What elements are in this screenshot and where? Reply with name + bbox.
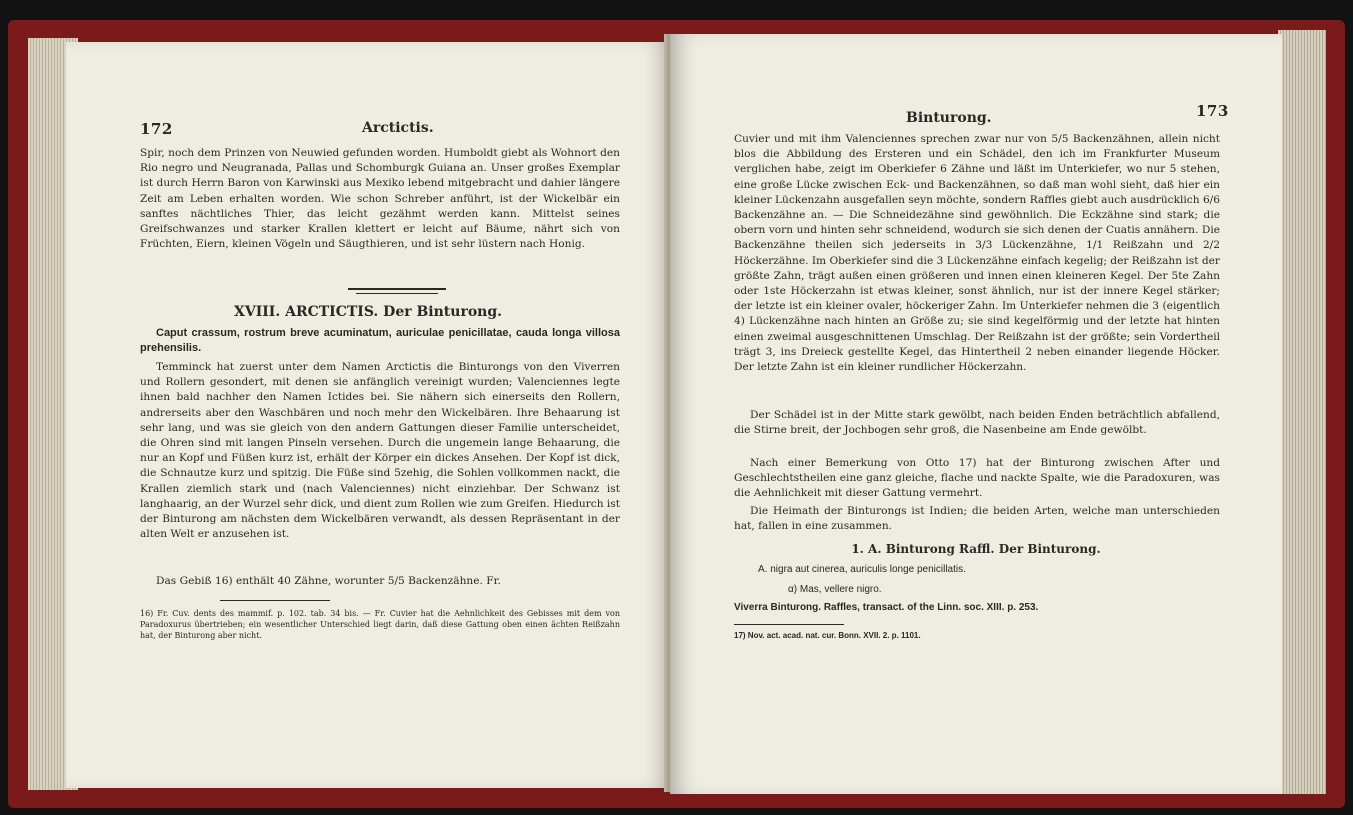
left-para-1: Spir, noch dem Prinzen von Neuwied gefunden worden. Humboldt giebt als Wohnort den Rio negro und Neugranada, Pallas und Schomburgk Guiana an. Unser großes Exemplar ist durch Herrn Baron von Karwinski aus Mexiko lebend mitgebracht und dahier längere Zeit am Leben erhalten worden. Wie schon Schreber anführt, ist der Wickelbär ein sanftes nächtliches Thier, das leicht gezähmt werden kann. Mittelst seines Greifschwanzes und starker Krallen klettert er leicht auf Bäume, nährt sich von Früchten, Eiern, kleinen Vögeln und Säugthieren, und ist sehr lüstern nach Honig. (140, 147, 620, 251)
footnote-rule (220, 600, 330, 601)
species-variety: α) Mas, vellere nigro. (788, 584, 882, 595)
species-diagnosis: A. nigra aut cinerea, auriculis longe penicillatis. (758, 564, 966, 575)
right-paragraph-3 (734, 456, 1220, 502)
latin-diagnosis: Caput crassum, rostrum breve acuminatum, auriculae penicillatae, cauda longa villosa prehensilis. (140, 327, 620, 354)
section-divider-thin (356, 293, 438, 294)
right-paragraph-1 (734, 132, 1220, 375)
left-para-2: Temminck hat zuerst unter dem Namen Arctictis die Binturongs von den Viverren und Rollern gesondert, mit denen sie anfänglich vereinigt wurden; Valenciennes legte ihnen bald nachher den Namen Ictides bei. Sie nähern sich einerseits den Rollern, andrerseits aber den Waschbären und noch mehr den Wickelbären. Ihre Behaarung ist sehr lang, und was sie gleich von den andern Gattungen dieser Familie unterscheidet, die Ohren sind mit langen Pinseln versehen. Durch die ungemein lange Behaarung, die nur an Kopf und Füßen kurz ist, erhält der Körper ein dickes Ansehen. Der Kopf ist dick, die Schnautze kurz und spitzig. Die Füße sind 5zehig, die Sohlen vollkommen nackt, die Krallen ziemlich stark und (nach Valenciennes) nicht einziehbar. Der Schwanz ist langhaarig, an der Wurzel sehr dick, und dient zum Rollen wie zum Greifen. Hiedurch ist der Binturong am nächsten dem Wickelbären verwandt, als dessen Repräsentant in der alten Welt er anzusehen ist. (140, 361, 620, 541)
left-paragraph-3 (140, 574, 620, 589)
species-heading: 1. A. Binturong Raffl. Der Binturong. (851, 542, 1101, 556)
right-paragraph-2 (734, 408, 1220, 438)
left-page (66, 42, 670, 788)
left-paragraph-2 (140, 360, 620, 542)
left-paragraph-1 (140, 146, 620, 252)
left-running-head: Arctictis. (362, 120, 434, 136)
right-footnote-rule (734, 624, 844, 625)
left-footnote: 16) Fr. Cuv. dents des mammif. p. 102. tab. 34 bis. — Fr. Cuvier hat die Aehnlichkeit des Gebisses mit dem von Paradoxurus übertrieben; ein wesentlicher Unterschied liegt darin, daß diese Gattung oben einen ächten Reißzahn hat, der Binturong aber nicht. (140, 609, 620, 640)
latin-diagnosis-block (140, 326, 620, 356)
right-page (670, 34, 1282, 794)
section-title: XVIII. ARCTICTIS. Der Binturong. (233, 304, 503, 320)
right-para-1: Cuvier und mit ihm Valenciennes sprechen zwar nur von 5/5 Backenzähnen, allein nicht blos die Abbildung des Ersteren und ein Schädel, den ich im Frankfurter Museum verglichen habe, zeigt im Oberkiefer 6 Zähne und läßt im Unterkiefer, wo nur 5 stehen, eine große Lücke zwischen Eck- und Backenzähnen, so daß man wohl sieht, daß hier ein kleiner Lückenzahn ausgefallen seyn möchte, sondern Raffles giebt auch ausdrücklich 6/6 Backenzähne an. — Die Schneidezähne sind gewöhnlich. Die Eckzähne sind stark; die obern vorn und hinten sehr schneidend, wodurch sie sich denen der Cuatis annähern. Die Backenzähne theilen sich jederseits in 3/3 Lückenzähne, 1/1 Reißzahn und 2/2 Höckerzähne. Im Oberkiefer sind die 3 Lückenzähne einfach kegelig; der Reißzahn ist der größte Zahn, trägt außen einen größeren und innen einen kleineren Kegel. Der 5te Zahn oder 1ste Höckerzahn ist etwas kleiner, sonst ähnlich, nur ist der innere Kegel stärker; der letzte ist ein kleiner ovaler, höckeriger Zahn. Im Unterkiefer nehmen die 3 (eigentlich 4) Lückenzähne nach hinten an Größe zu; sie sind kegelförmig und der letzte hat hinten einen zweimal ausgeschnittenen Umschlag. Der Reißzahn ist der größte; sein Vordertheil trägt 3, ins Dreieck gestellte Kegel, das Hintertheil 2 neben einander liegende Höcker. Der letzte Zahn ist ein kleiner rundlicher Höckerzahn. (734, 133, 1220, 374)
right-paragraph-4 (734, 504, 1220, 534)
section-divider (348, 288, 446, 290)
right-para-4: Die Heimath der Binturongs ist Indien; die beiden Arten, welche man unterschieden hat, fallen in eine zusammen. (734, 505, 1220, 533)
right-running-head: Binturong. (906, 110, 992, 126)
right-para-3: Nach einer Bemerkung von Otto 17) hat der Binturong zwischen After und Geschlechtstheilen eine ganz gleiche, flache und nackte Spalte, wie die Paradoxuren, was die Aehnlichkeit mit dieser Gattung vermehrt. (734, 457, 1220, 500)
page-edges-right (1278, 30, 1326, 794)
species-synonym: Viverra Binturong. Raffles, transact. of the Linn. soc. XIII. p. 253. (734, 602, 1039, 613)
left-page-number: 172 (140, 120, 173, 138)
right-footnote: 17) Nov. act. acad. nat. cur. Bonn. XVII. 2. p. 1101. (734, 631, 921, 640)
right-page-number: 173 (1196, 102, 1229, 120)
left-para-3: Das Gebiß 16) enthält 40 Zähne, worunter 5/5 Backenzähne. Fr. (156, 575, 501, 587)
right-para-2: Der Schädel ist in der Mitte stark gewölbt, nach beiden Enden beträchtlich abfallend, die Stirne breit, der Jochbogen sehr groß, die Nasenbeine am Ende gewölbt. (734, 409, 1220, 437)
